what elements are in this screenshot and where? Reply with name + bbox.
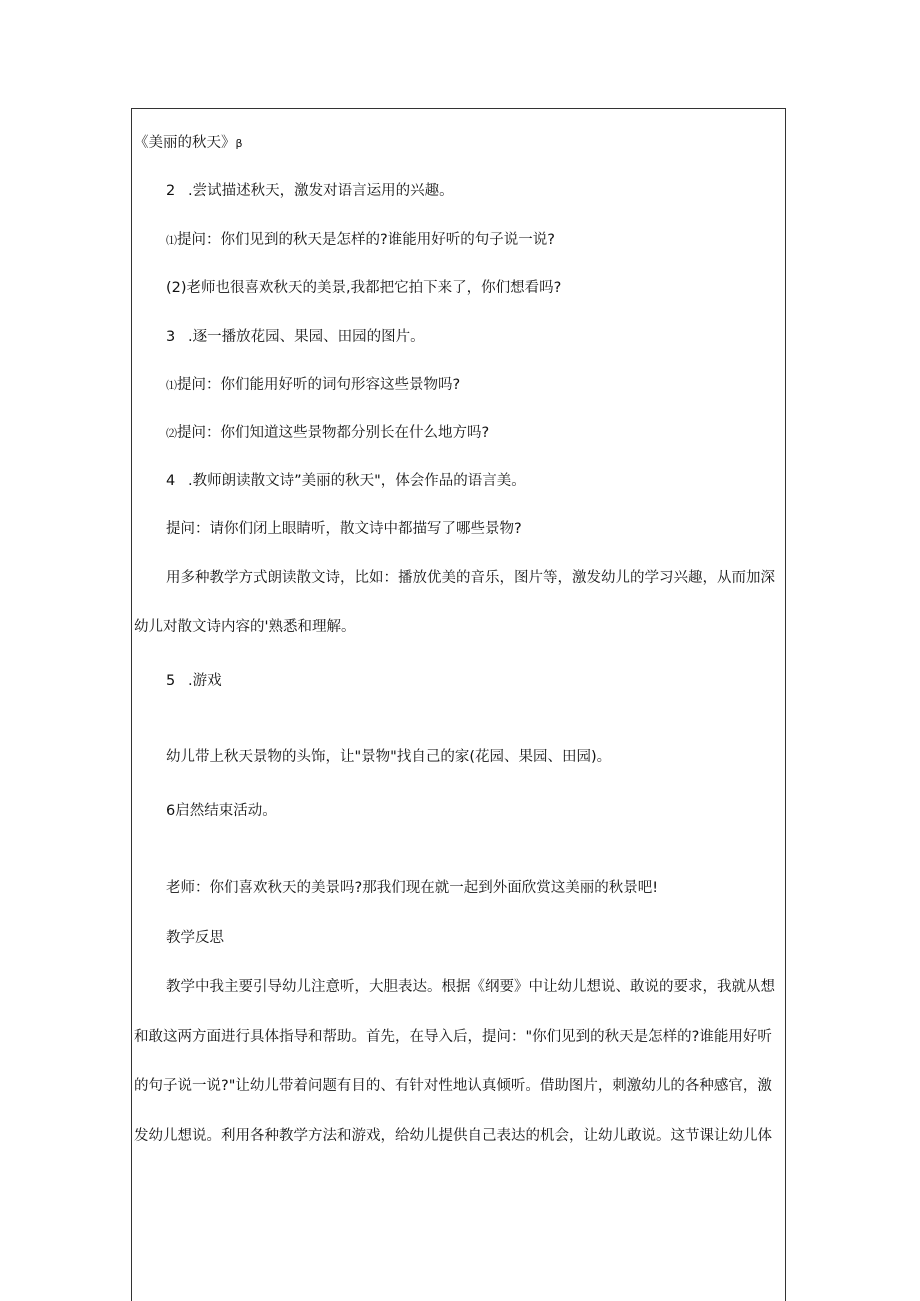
step-text: .教师朗读散文诗”美丽的秋天"，体会作品的语言美。 bbox=[188, 473, 526, 489]
paragraph-game: 幼儿带上秋天景物的头饰，让"景物"找自己的家(花园、果园、田园)。 bbox=[166, 749, 612, 765]
title-suffix: β bbox=[235, 137, 243, 150]
reflection-line-2: 和敢这两方面进行具体指导和帮助。首先，在导入后，提问："你们见到的秋天是怎样的?谁能用好听 bbox=[134, 1029, 772, 1045]
section-heading-reflection: 教学反思 bbox=[166, 930, 224, 946]
paragraph-step-5 bbox=[166, 671, 222, 691]
paragraph-question-2: (2)老师也很喜欢秋天的美景,我都把它拍下来了，你们想看吗? bbox=[166, 280, 562, 296]
paragraph-teacher: 老师：你们喜欢秋天的美景吗?那我们现在就一起到外面欣赏这美丽的秋景吧! bbox=[166, 880, 659, 896]
step-number: 2 bbox=[166, 183, 176, 199]
paragraph-question-4 bbox=[166, 423, 489, 444]
title-text: 《美丽的秋天》 bbox=[134, 135, 236, 151]
sub-number: ⑴ bbox=[166, 379, 177, 392]
sub-text: 提问：你们能用好听的词句形容这些景物吗? bbox=[177, 377, 461, 393]
reflection-line-3: 的句子说一说?"让幼儿带着问题有目的、有针对性地认真倾听。借助图片，刺激幼儿的各种感官，激 bbox=[134, 1078, 772, 1094]
step-number: 5 bbox=[166, 673, 176, 689]
sub-number: ⑵ bbox=[166, 427, 177, 440]
reflection-line-4: 发幼儿想说。利用各种教学方法和游戏，给幼儿提供自己表达的机会，让幼儿敢说。这节课让幼儿体 bbox=[134, 1128, 772, 1144]
paragraph-question-3 bbox=[166, 375, 460, 396]
paragraph-step-3 bbox=[166, 327, 425, 347]
sub-text: 提问：你们见到的秋天是怎样的?谁能用好听的句子说一说? bbox=[177, 232, 555, 248]
sub-text: 提问：你们知道这些景物都分别长在什么地方吗? bbox=[177, 425, 490, 441]
paragraph-method-line-1: 用多种教学方式朗读散文诗，比如：播放优美的音乐，图片等，激发幼儿的学习兴趣，从而加深 bbox=[166, 570, 775, 586]
paragraph-method-line-2: 幼儿对散文诗内容的'熟悉和理解。 bbox=[134, 619, 356, 635]
step-text: .尝试描述秋天，激发对语言运用的兴趣。 bbox=[188, 183, 454, 199]
paragraph-step-2 bbox=[166, 181, 454, 201]
paragraph-question-5: 提问：请你们闭上眼睛听，散文诗中都描写了哪些景物? bbox=[166, 521, 522, 537]
paragraph-step-4 bbox=[166, 471, 526, 491]
document-title bbox=[134, 133, 243, 154]
sub-number: ⑴ bbox=[166, 234, 177, 247]
reflection-line-1: 教学中我主要引导幼儿注意听，大胆表达。根据《纲要》中让幼儿想说、敢说的要求，我就从想 bbox=[166, 979, 775, 995]
step-text: .游戏 bbox=[188, 673, 222, 689]
step-number: 4 bbox=[166, 473, 176, 489]
step-text: .逐一播放花园、果园、田园的图片。 bbox=[188, 329, 425, 345]
paragraph-step-6: 6启然结束活动。 bbox=[166, 803, 277, 819]
step-number: 3 bbox=[166, 329, 176, 345]
paragraph-question-1 bbox=[166, 230, 555, 251]
